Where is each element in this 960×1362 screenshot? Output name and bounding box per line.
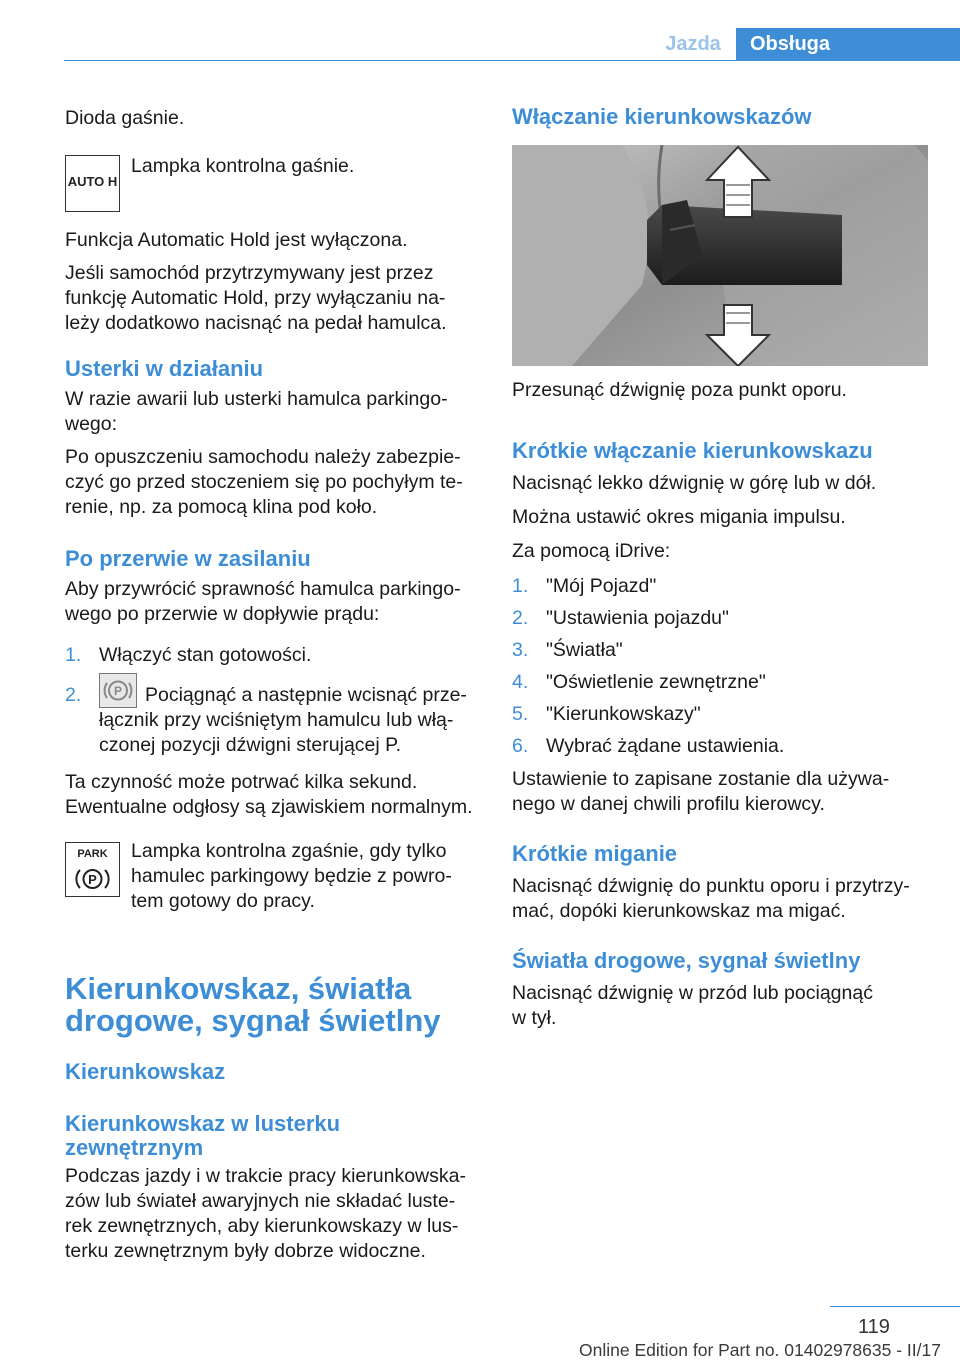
- svg-text:P: P: [88, 872, 97, 887]
- text-line: hamulec parkingowy będzie z powro-: [131, 865, 452, 887]
- tab-obsluga[interactable]: Obsługa: [736, 28, 960, 61]
- turn-signal-lever-image: [512, 145, 928, 366]
- text-line: W razie awarii lub usterki hamulca parkingo-: [65, 388, 448, 410]
- text-line: wego po przerwie w dopływie prądu:: [65, 603, 380, 625]
- list-number: 6.: [512, 735, 529, 757]
- paragraph-ustawienie: [512, 767, 889, 817]
- list-item: [65, 683, 467, 758]
- paragraph-usterki-2: [65, 445, 463, 520]
- text-line: łącznik przy wciśniętym hamulcu lub włą-: [99, 709, 454, 731]
- paragraph-usterki-1: [65, 387, 448, 437]
- text-line: Ewentualne odgłosy są zjawiskiem normalnym.: [65, 796, 473, 818]
- list-number: 2.: [512, 607, 529, 629]
- paragraph-lampka-gasnie: Lampka kontrolna gaśnie.: [131, 155, 355, 177]
- list-item: [512, 574, 656, 599]
- list-item: [512, 638, 623, 663]
- paragraph-automatic-hold-note: [65, 261, 447, 336]
- header-divider: [64, 60, 960, 61]
- paragraph-dioda: Dioda gaśnie.: [65, 107, 185, 129]
- auto-hold-icon-label: AUTO H: [67, 174, 118, 189]
- heading-krotkie-miganie: Krótkie miganie: [512, 841, 678, 866]
- text-line: zów lub świateł awaryjnych nie składać luste-: [65, 1190, 456, 1212]
- list-number: 1.: [512, 575, 529, 597]
- text-line: funkcję Automatic Hold, przy wyłączaniu na-: [65, 287, 446, 309]
- list-number: 1.: [65, 644, 82, 666]
- text-line: mać, dopóki kierunkowskaz ma migać.: [512, 900, 846, 922]
- svg-text:P: P: [113, 684, 123, 698]
- list-text: "Kierunkowskazy": [546, 703, 701, 725]
- text-line: Po opuszczeniu samochodu należy zabezpie-: [65, 446, 461, 468]
- heading-po-przerwie: Po przerwie w zasilaniu: [65, 546, 311, 571]
- text-line: rek zewnętrznych, aby kierunkowskazy w lus-: [65, 1215, 459, 1237]
- parking-brake-switch-icon: [99, 673, 137, 708]
- text-line: Nacisnąć dźwignię do punktu oporu i przytrzy-: [512, 875, 910, 897]
- text-line: Pociągnąć a następnie wcisnąć prze-: [145, 684, 467, 706]
- list-item: [512, 670, 766, 695]
- text-line: leży dodatkowo nacisnąć na pedał hamulca.: [65, 312, 447, 334]
- heading-wlaczanie-kierunkowskazow: Włączanie kierunkowskazów: [512, 104, 812, 129]
- heading-line: Kierunkowskaz w lusterku: [65, 1111, 341, 1136]
- heading-line: drogowe, sygnał świetlny: [65, 1003, 441, 1038]
- heading-kierunkowskaz-lusterko: [65, 1112, 340, 1160]
- text-line: renie, np. za pomocą klina pod koło.: [65, 496, 378, 518]
- text-line: Nacisnąć dźwignię w przód lub pociągnąć: [512, 982, 873, 1004]
- paragraph-swiatla: [512, 981, 873, 1031]
- text-line: Ta czynność może potrwać kilka sekund.: [65, 771, 418, 793]
- list-text: "Oświetlenie zewnętrzne": [546, 671, 766, 693]
- text-line: nego w danej chwili profilu kierowcy.: [512, 793, 825, 815]
- paragraph-automatic-hold-off: Funkcja Automatic Hold jest wyłączona.: [65, 229, 408, 251]
- paragraph-lusterko: [65, 1164, 466, 1264]
- image-caption: Przesunąć dźwignię poza punkt oporu.: [512, 379, 847, 401]
- list-number: 4.: [512, 671, 529, 693]
- paragraph-krotkie-1: Nacisnąć lekko dźwignię w górę lub w dół.: [512, 472, 877, 494]
- text-line: Lampka kontrolna zgaśnie, gdy tylko: [131, 840, 447, 862]
- list-number: 5.: [512, 703, 529, 725]
- heading-line: zewnętrznym: [65, 1135, 204, 1160]
- list-item: [65, 643, 311, 668]
- heading-kierunkowskaz: Kierunkowskaz: [65, 1059, 226, 1084]
- list-text: Włączyć stan gotowości.: [99, 644, 312, 666]
- footer-divider: [830, 1306, 960, 1307]
- list-text-block: [99, 683, 467, 758]
- paragraph-miganie: [512, 874, 910, 924]
- paragraph-park-lamp: [131, 839, 452, 914]
- list-item: [512, 606, 729, 631]
- park-indicator-icon: [65, 842, 120, 897]
- paragraph-po-przerwie: [65, 577, 461, 627]
- list-number: 3.: [512, 639, 529, 661]
- text-line: terku zewnętrznym były dobrze widoczne.: [65, 1240, 426, 1262]
- list-item: [512, 734, 784, 759]
- text-line: Jeśli samochód przytrzymywany jest przez: [65, 262, 434, 284]
- text-line: Podczas jazdy i w trakcie pracy kierunkowska-: [65, 1165, 466, 1187]
- list-text: Wybrać żądane ustawienia.: [546, 735, 785, 757]
- paragraph-krotkie-3: Za pomocą iDrive:: [512, 540, 671, 562]
- text-line: wego:: [65, 413, 118, 435]
- heading-krotkie-wlaczanie: Krótkie włączanie kierunkowskazu: [512, 438, 873, 463]
- text-line: Ustawienie to zapisane zostanie dla używa-: [512, 768, 890, 790]
- list-text: "Ustawienia pojazdu": [546, 607, 729, 629]
- park-icon-label: PARK: [77, 848, 108, 860]
- list-item: [512, 702, 701, 727]
- heading-line: Kierunkowskaz, światła: [65, 971, 412, 1006]
- paragraph-krotkie-2: Można ustawić okres migania impulsu.: [512, 506, 846, 528]
- heading-swiatla-drogowe: Światła drogowe, sygnał świetlny: [512, 948, 861, 973]
- page-number: 119: [858, 1316, 890, 1338]
- text-line: tem gotowy do pracy.: [131, 890, 315, 912]
- list-text: "Mój Pojazd": [546, 575, 657, 597]
- text-line: Aby przywrócić sprawność hamulca parkingo-: [65, 578, 461, 600]
- edition-note: Online Edition for Part no. 01402978635 - II/17: [579, 1340, 941, 1360]
- paragraph-czynnosc: [65, 770, 473, 820]
- list-number: 2.: [65, 684, 82, 706]
- tab-jazda[interactable]: Jazda: [665, 33, 721, 55]
- auto-hold-icon: [65, 155, 120, 212]
- heading-kierunkowskaz-swiatla: [65, 973, 441, 1037]
- text-line: czyć go przed stoczeniem się po pochyłym te-: [65, 471, 463, 493]
- heading-usterki: Usterki w działaniu: [65, 356, 264, 381]
- list-text: "Światła": [546, 639, 623, 661]
- text-line: w tył.: [512, 1007, 557, 1029]
- text-line: czonej pozycji dźwigni sterującej P.: [99, 734, 402, 756]
